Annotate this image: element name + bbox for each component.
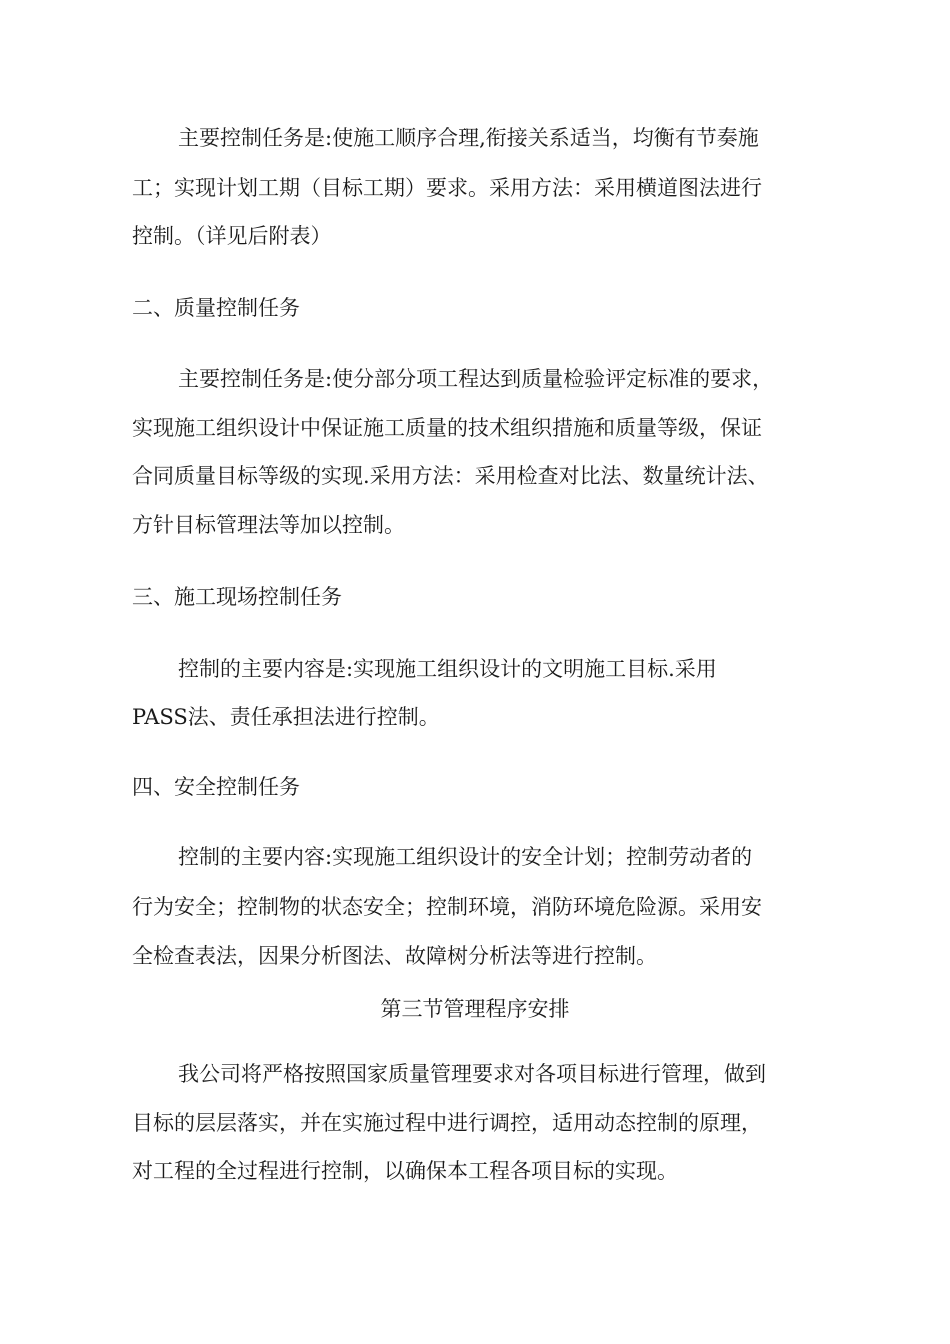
section-heading: 二、质量控制任务	[132, 296, 300, 320]
subsection-title: 第三节管理程序安排	[380, 997, 570, 1021]
paragraph-line: PASS法、责任承担法进行控制。	[132, 705, 440, 729]
paragraph-line: 我公司将严格按照国家质量管理要求对各项目标进行管理，做到	[178, 1062, 766, 1086]
paragraph-line: 工；实现计划工期（目标工期）要求。采用方法：采用横道图法进行	[132, 176, 762, 200]
section-heading: 三、施工现场控制任务	[132, 585, 342, 609]
paragraph-line: 控制的主要内容:实现施工组织设计的安全计划；控制劳动者的	[178, 845, 753, 869]
paragraph-line: 控制的主要内容是:实现施工组织设计的文明施工目标.采用	[178, 657, 717, 681]
paragraph-line: 目标的层层落实，并在实施过程中进行调控，适用动态控制的原理，	[132, 1111, 762, 1135]
paragraph-line: 主要控制任务是:使施工顺序合理,衔接关系适当，均衡有节奏施	[178, 126, 759, 150]
section-heading: 四、安全控制任务	[132, 775, 300, 799]
paragraph-line: 全检查表法，因果分析图法、故障树分析法等进行控制。	[132, 944, 657, 968]
paragraph-line: 主要控制任务是:使分部分项工程达到质量检验评定标准的要求，	[178, 367, 774, 391]
paragraph-line: 对工程的全过程进行控制，以确保本工程各项目标的实现。	[132, 1159, 678, 1183]
paragraph-line: 行为安全；控制物的状态安全；控制环境，消防环境危险源。采用安	[132, 895, 762, 919]
paragraph-line: 控制。（详见后附表）	[132, 224, 332, 248]
paragraph-line: 方针目标管理法等加以控制。	[132, 513, 405, 537]
paragraph-line: 合同质量目标等级的实现.采用方法：采用检查对比法、数量统计法、	[132, 464, 769, 488]
paragraph-line: 实现施工组织设计中保证施工质量的技术组织措施和质量等级，保证	[132, 416, 762, 440]
